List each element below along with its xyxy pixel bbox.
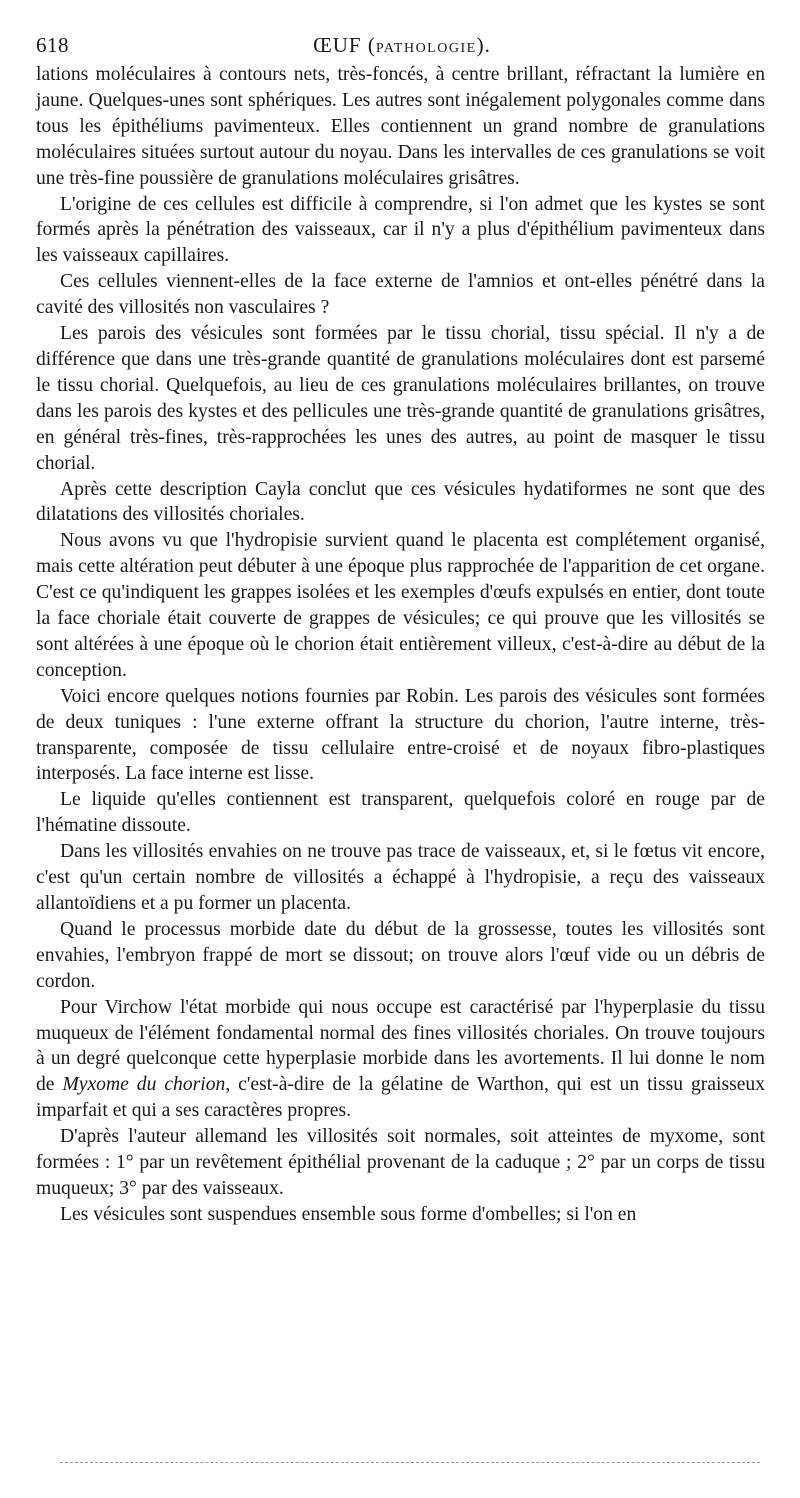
paragraph-11 (36, 995, 765, 1125)
paragraph-9: Dans les villosités envahies on ne trouve pas trace de vaisseaux, et, si le fœtus vit encore, c'est qu'un certain nombre de villosités a échappé à l'hydropisie, a reçu des vaisseaux allantoïdiens et a pu former un placenta. (36, 841, 765, 914)
page-header (36, 30, 768, 60)
paragraph-7: Voici encore quelques notions fournies par Robin. Les parois des vésicules sont formées de deux tuniques : l'une externe offrant la structure du chorion, l'autre interne, très-transparente, composée de tissu cellulaire entre-croisé et de noyaux fibro-plastiques interposés. La face interne est lisse. (36, 685, 765, 785)
paragraph-13: Les vésicules sont suspendues ensemble sous forme d'ombelles; si l'on en (60, 1203, 637, 1225)
paragraph-8: Le liquide qu'elles contiennent est transparent, quelquefois coloré en rouge par de l'hématine dissoute. (36, 789, 765, 837)
paragraph-5: Après cette description Cayla conclut que ces vésicules hydatiformes ne sont que des dilatations des villosités choriales. (36, 478, 765, 526)
running-head-close: ). (476, 33, 491, 57)
running-head-smallcaps: PATHOLOGIE (375, 41, 477, 56)
page-number: 618 (36, 33, 69, 57)
paragraph-3: Ces cellules viennent-elles de la face externe de l'amnios et ont-elles pénétré dans la cavité des villosités non vasculaires ? (36, 271, 765, 319)
paragraph-1: lations moléculaires à contours nets, très-foncés, à centre brillant, réfractant la lumière en jaune. Quelques-unes sont sphériques. Les autres sont inégalement polygonales comme dans tous les épithéliums pavimenteux. Elles contiennent un grand nombre de granulations moléculaires situées surtout autour du noyau. Dans les intervalles de ces granulations se voit une très-fine poussière de granulations moléculaires grisâtres. (36, 64, 765, 189)
paragraph-11-end: , c'est-à-dire de la gélatine de Warthon, qui est un tissu graisseux imparfait et qui a ses caractères propres. (36, 1074, 766, 1122)
body-text (36, 62, 765, 1228)
running-head (36, 30, 768, 64)
paragraph-4: Les parois des vésicules sont formées par le tissu chorial, tissu spécial. Il n'y a de différence que dans une très-grande quantité de granulations moléculaires dont est parsemé le tissu chorial. Quelquefois, au lieu de ces granulations moléculaires brillantes, on trouve dans les parois des kystes et des pellicules une très-grande quantité de granulations grisâtres, en général très-fines, très-rapprochées les unes des autres, au point de masquer le tissu chorial. (36, 323, 765, 474)
paragraph-10: Quand le processus morbide date du début de la grossesse, toutes les villosités sont envahies, l'embryon frappé de mort se dissout; on trouve alors l'œuf vide ou un débris de cordon. (36, 918, 765, 992)
paragraph-2: L'origine de ces cellules est difficile à comprendre, si l'on admet que les kystes se sont formés après la pénétration des vaisseaux, car il n'y a plus d'épithélium pavimenteux dans les vaisseaux capillaires. (36, 193, 765, 267)
paragraph-11-start: Pour Virchow l'état morbide qui nous occupe est caractérisé par l'hyperplasie du tissu muqueux de l'élément fondamental normal des fines villosités choriales. On trouve toujours à un degré quelconque cette hyperplasie morbide dans les avortements. Il lui donne le nom de (36, 996, 765, 1096)
footer-divider (60, 1462, 760, 1463)
paragraph-6: Nous avons vu que l'hydropisie survient quand le placenta est complétement organisé, mais cette altération peut débuter à une époque plus rapprochée de l'apparition de cet organe. C'est ce qu'indiquent les grappes isolées et les exemples d'œufs expulsés en entier, dont toute la face choriale était couverte de grappes de vésicules; ce qui prouve que les villosités se sont altérées à une époque où le chorion était entièrement villeux, c'est-à-dire au début de la conception. (36, 530, 765, 681)
myxome-term: Myxome du chorion (62, 1074, 226, 1096)
running-head-title: ŒUF ( (313, 33, 376, 57)
paragraph-12: D'après l'auteur allemand les villosités soit normales, soit atteintes de myxome, sont formées : 1° par un revêtement épithélial provenant de la caduque ; 2° par un corps de tissu muqueux; 3° par des vaisseaux. (36, 1126, 765, 1199)
